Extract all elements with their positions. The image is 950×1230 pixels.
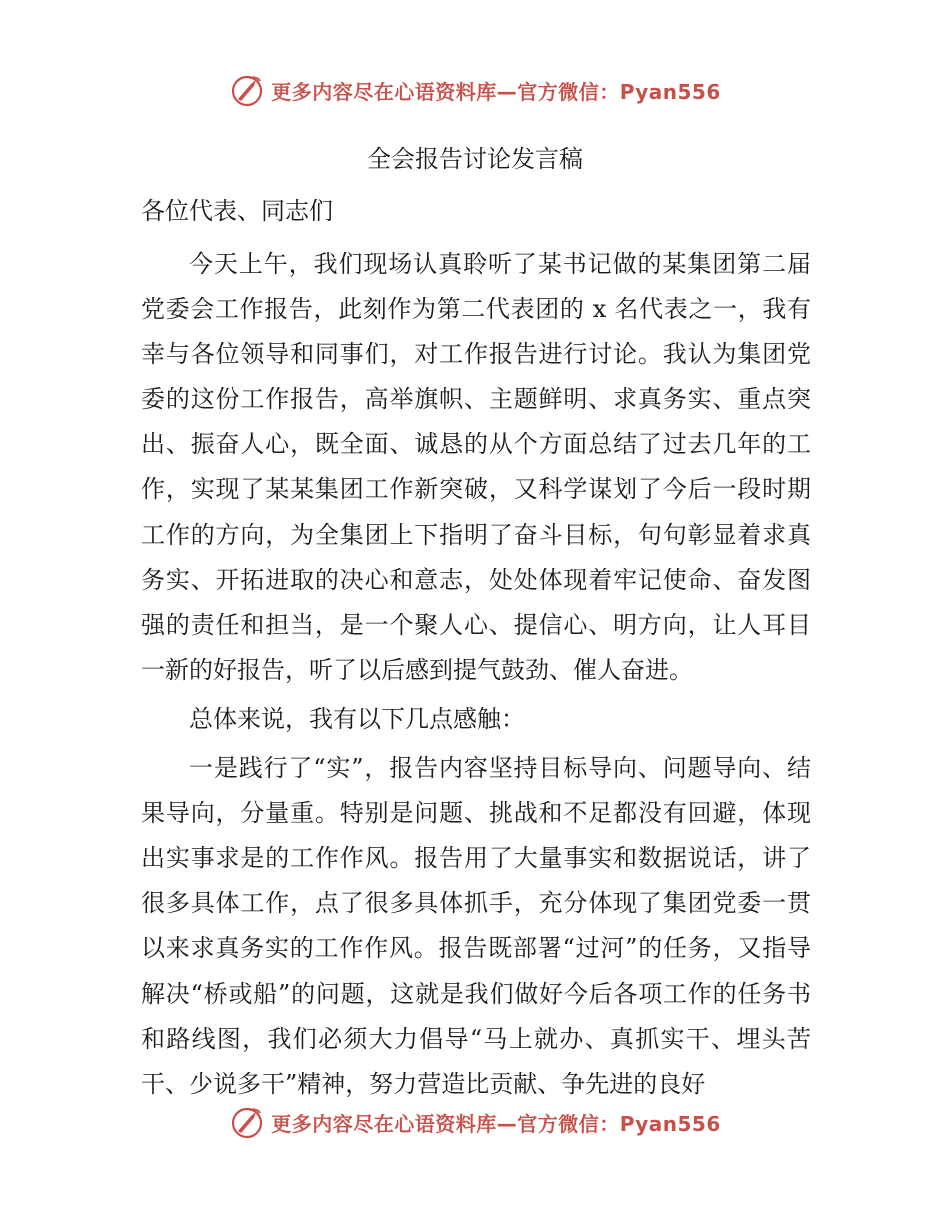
pen-quill-logo-icon [229, 1104, 265, 1140]
salutation: 各位代表、同志们 [141, 197, 333, 225]
paragraph: 总体来说，我有以下几点感触： [189, 704, 525, 733]
footer-watermark-banner [0, 1100, 950, 1144]
banner-text: 更多内容尽在心语资料库—官方微信：Pyan556 [271, 1111, 721, 1136]
header-watermark-banner [0, 68, 950, 112]
paragraph: 今天上午，我们现场认真聆听了某书记做的某集团第二届党委会工作报告，此刻作为第二代表团的 x 名代表之一，我有幸与各位领导和同事们，对工作报告进行讨论。我认为集团党委的这份工作报告，高举旗帜、主题鲜明、求真务实、重点突出、振奋人心，既全面、诚恳的从个方面总结了过去几年的工作，实现了某某集团工作新突破，又科学谋划了今后一段时期工作的方向，为全集团上下指明了奋斗目标，句句彰显着求真务实、开拓进取的决心和意志，处处体现着牢记使命、奋发图强的责任和担当，是一个聚人心、提信心、明方向，让人耳目一新的好报告，听了以后感到提气鼓劲、催人奋进。 [141, 250, 811, 684]
banner-text: 更多内容尽在心语资料库—官方微信：Pyan556 [271, 79, 721, 104]
paragraph: 一是践行了“实”，报告内容坚持目标导向、问题导向、结果导向，分量重。特别是问题、挑战和不足都没有回避，体现出实事求是的工作作风。报告用了大量事实和数据说话，讲了很多具体工作，点了很多具体抓手，充分体现了集团党委一贯以来求真务实的工作作风。报告既部署“过河”的任务，又指导解决“桥或船”的问题，这就是我们做好今后各项工作的任务书和路线图，我们必须大力倡导“马上就办、真抓实干、埋头苦干、少说多干”精神，努力营造比贡献、争先进的良好 [141, 754, 811, 1098]
pen-quill-logo-icon [229, 72, 265, 108]
document-body [141, 242, 811, 1107]
document-title: 全会报告讨论发言稿 [367, 145, 583, 173]
